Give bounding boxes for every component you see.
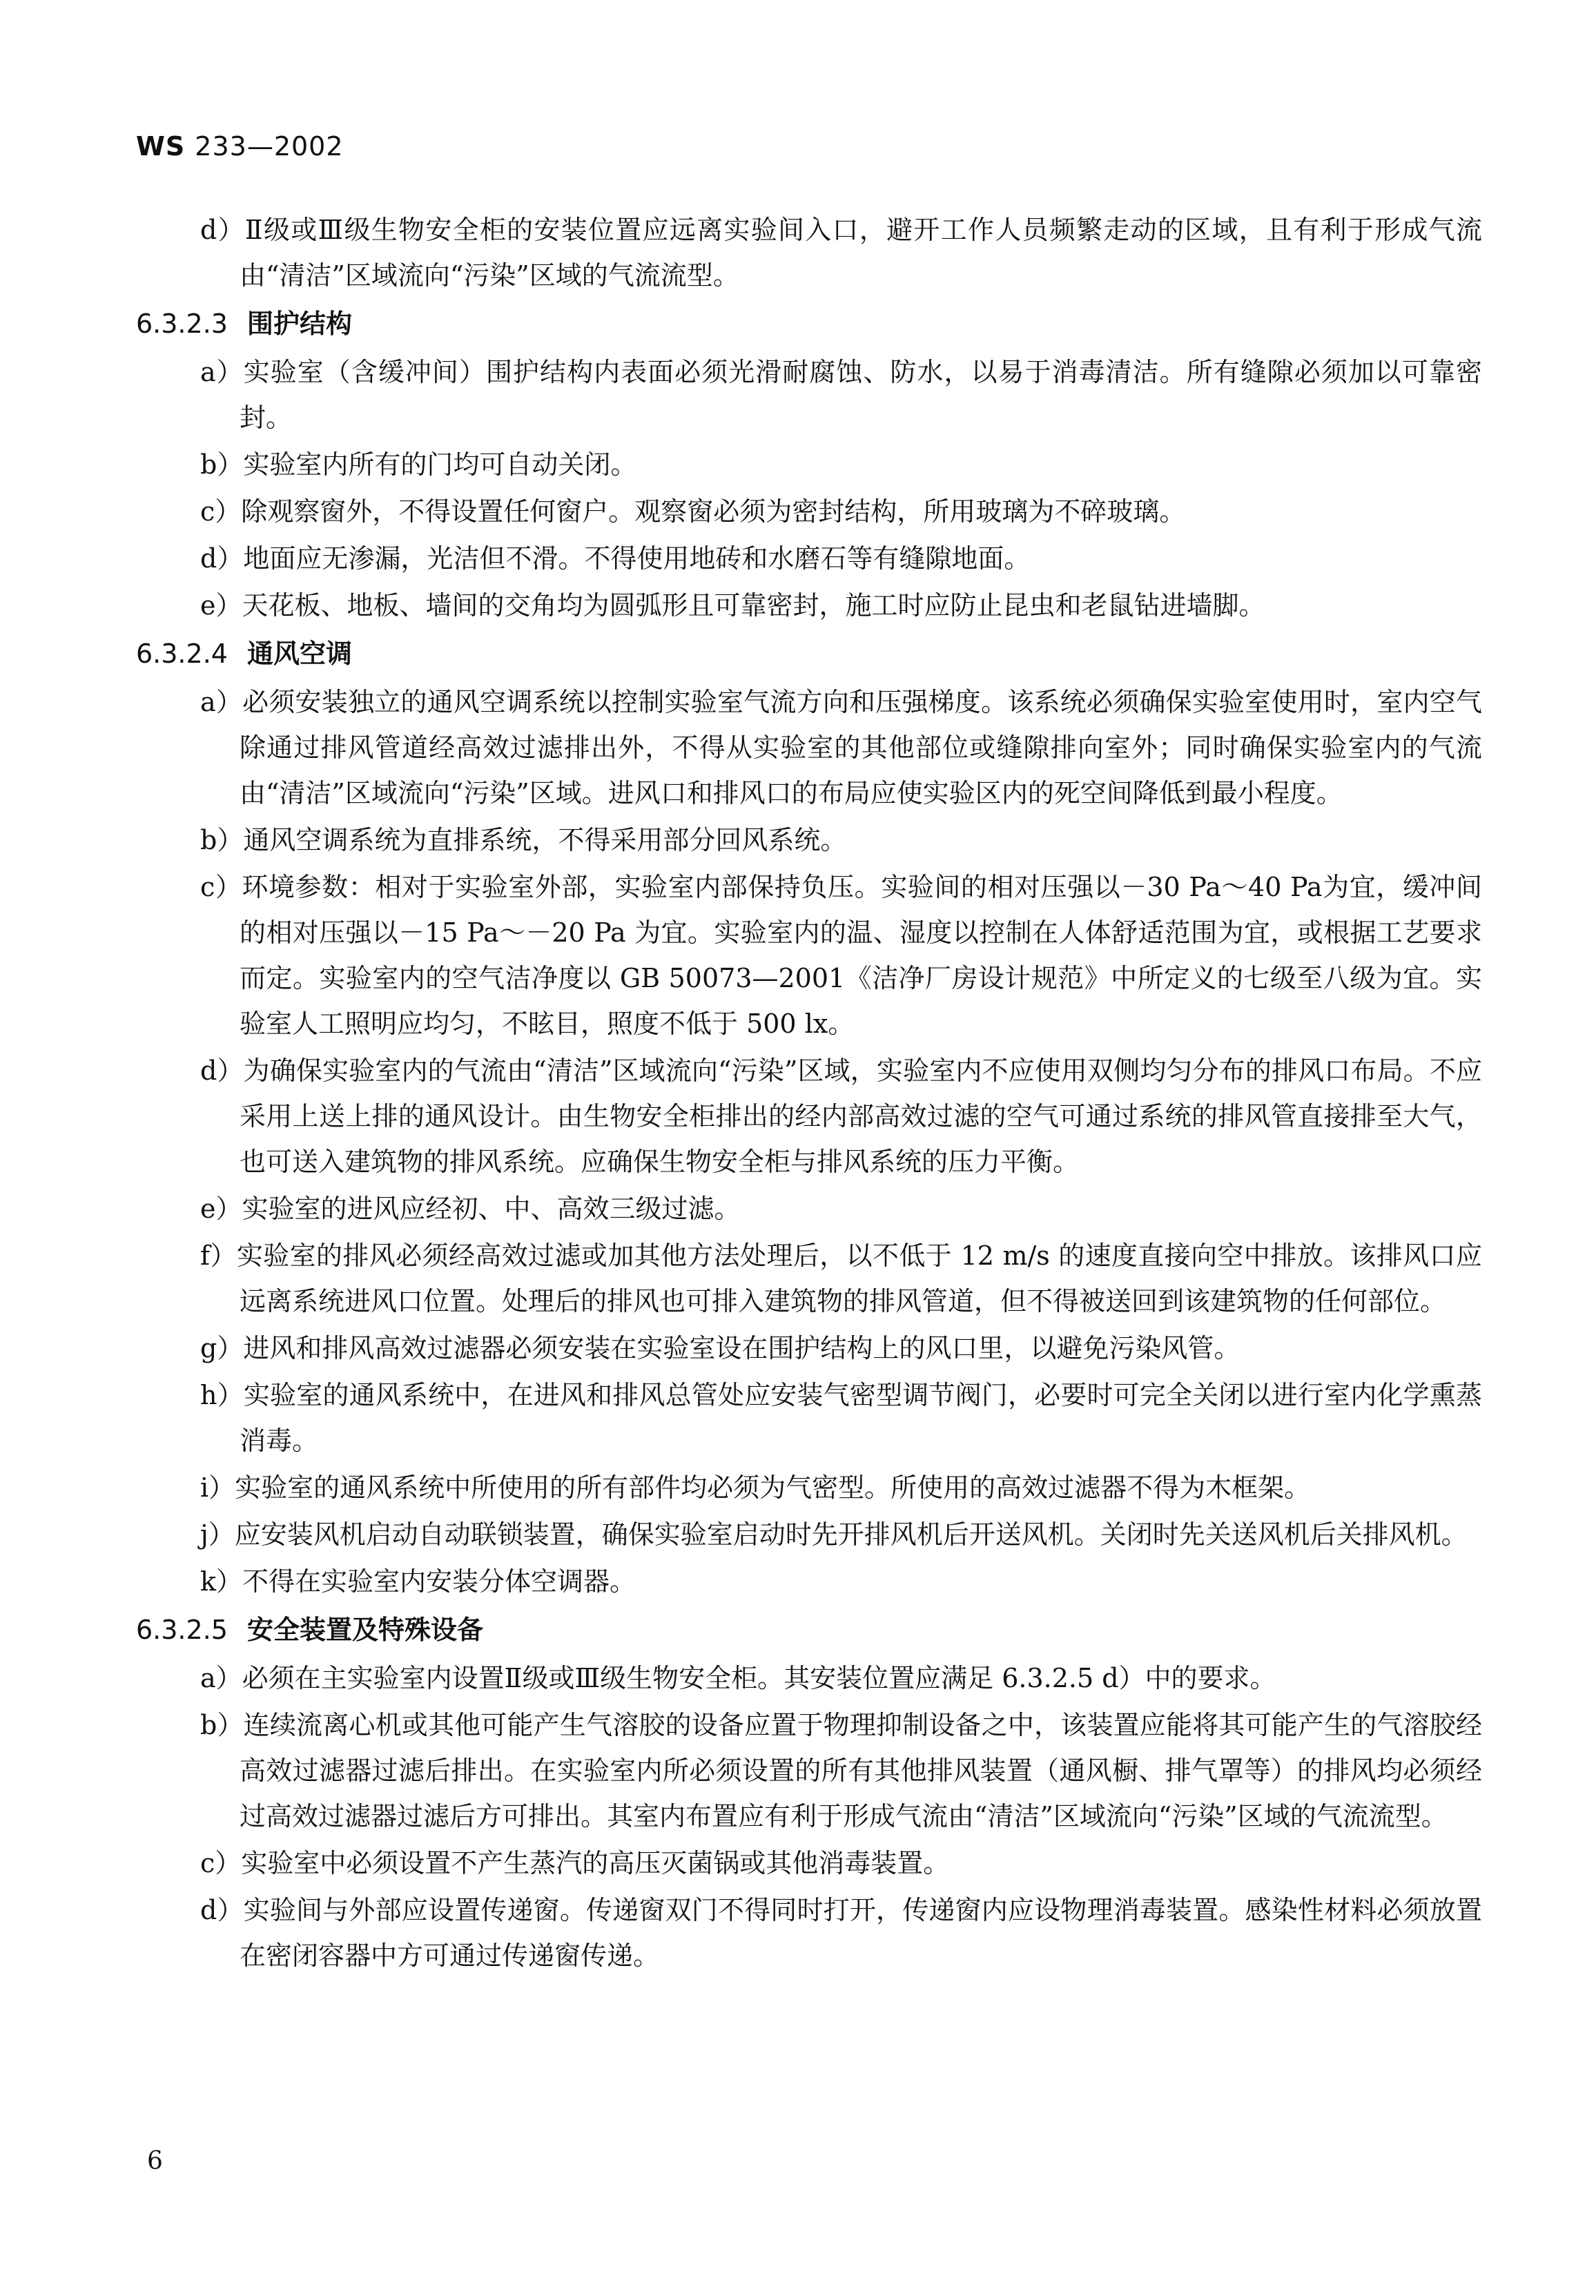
section-number: 6.3.2.4	[136, 639, 228, 669]
list-item: h）实验室的通风系统中，在进风和排风总管处应安装气密型调节阀门，必要时可完全关闭以进行室内化学熏蒸消毒。	[200, 1380, 1482, 1456]
list-item: b）连续流离心机或其他可能产生气溶胶的设备应置于物理抑制设备之中，该装置应能将其可能产生的气溶胶经高效过滤器过滤后排出。在实验室内所必须设置的所有其他排风装置（通风橱、排气罩等）的排风均必须经过高效过滤器过滤后方可排出。其室内布置应有利于形成气流由“清洁”区域流向“污染”区域的气流流型。	[200, 1710, 1482, 1831]
list-item: e）实验室的进风应经初、中、高效三级过滤。	[200, 1194, 741, 1224]
section-number: 6.3.2.3	[136, 309, 228, 339]
list-item: c）除观察窗外，不得设置任何窗户。观察窗必须为密封结构，所用玻璃为不碎玻璃。	[200, 496, 1186, 527]
section-title: 围护结构	[246, 309, 352, 339]
list-item: b）实验室内所有的门均可自动关闭。	[200, 449, 637, 480]
list-item: a）必须安装独立的通风空调系统以控制实验室气流方向和压强梯度。该系统必须确保实验室使用时，室内空气除通过排风管道经高效过滤排出外，不得从实验室的其他部位或缝隙排向室外；同时确保实验室内的气流由“清洁”区域流向“污染”区域。进风口和排风口的布局应使实验区内的死空间降低到最小程度。	[200, 687, 1482, 808]
list-item: k）不得在实验室内安装分体空调器。	[200, 1566, 636, 1597]
standard-code: WS	[136, 131, 186, 162]
list-item: g）进风和排风高效过滤器必须安装在实验室设在围护结构上的风口里，以避免污染风管。	[200, 1333, 1240, 1363]
list-item: d）Ⅱ级或Ⅲ级生物安全柜的安装位置应远离实验间入口，避开工作人员频繁走动的区域，且有利于形成气流由“清洁”区域流向“污染”区域的气流流型。	[200, 215, 1482, 291]
section-heading	[136, 1607, 1482, 1653]
list-item: a）实验室（含缓冲间）围护结构内表面必须光滑耐腐蚀、防水，以易于消毒清洁。所有缝隙必须加以可靠密封。	[200, 357, 1482, 433]
list-item: d）地面应无渗漏，光洁但不滑。不得使用地砖和水磨石等有缝隙地面。	[200, 543, 1031, 574]
list-item: e）天花板、地板、墙间的交角均为圆弧形且可靠密封，施工时应防止昆虫和老鼠钻进墙脚。	[200, 590, 1265, 621]
section-number: 6.3.2.5	[136, 1615, 228, 1645]
list-item: j）应安装风机启动自动联锁装置，确保实验室启动时先开排风机后开送风机。关闭时先关送风机后关排风机。	[200, 1519, 1468, 1550]
section-title: 安全装置及特殊设备	[246, 1615, 483, 1645]
section-heading	[136, 301, 1482, 347]
standard-header	[136, 131, 344, 162]
list-item: i）实验室的通风系统中所使用的所有部件均必须为气密型。所使用的高效过滤器不得为木框架。	[200, 1472, 1311, 1503]
list-item: c）实验室中必须设置不产生蒸汽的高压灭菌锅或其他消毒装置。	[200, 1848, 950, 1878]
list-item: f）实验室的排风必须经高效过滤或加其他方法处理后，以不低于 12 m/s 的速度直接向空中排放。该排风口应远离系统进风口位置。处理后的排风也可排入建筑物的排风管道，但不得被送回到该建筑物的任何部位。	[200, 1241, 1482, 1316]
list-item: a）必须在主实验室内设置Ⅱ级或Ⅲ级生物安全柜。其安装位置应满足 6.3.2.5 d）中的要求。	[200, 1663, 1276, 1693]
document-body	[136, 207, 1482, 1980]
section-heading	[136, 631, 1482, 677]
section-title: 通风空调	[246, 639, 352, 669]
list-item: d）实验间与外部应设置传递窗。传递窗双门不得同时打开，传递窗内应设物理消毒装置。感染性材料必须放置在密闭容器中方可通过传递窗传递。	[200, 1895, 1482, 1971]
page-number: 6	[147, 2147, 163, 2175]
list-item: b）通风空调系统为直排系统，不得采用部分回风系统。	[200, 825, 847, 855]
standard-number: 233—2002	[195, 131, 344, 162]
list-item: c）环境参数：相对于实验室外部，实验室内部保持负压。实验间的相对压强以－30 Pa～40 Pa为宜，缓冲间的相对压强以－15 Pa～－20 Pa 为宜。实验室内的温、湿度以控制在人体舒适范围为宜，或根据工艺要求而定。实验室内的空气洁净度以 GB 50073—2001《洁净厂房设计规范》中所定义的七级至八级为宜。实验室人工照明应均匀，不眩目，照度不低于 500 lx。	[200, 872, 1482, 1039]
list-item: d）为确保实验室内的气流由“清洁”区域流向“污染”区域，实验室内不应使用双侧均匀分布的排风口布局。不应采用上送上排的通风设计。由生物安全柜排出的经内部高效过滤的空气可通过系统的排风管直接排至大气，也可送入建筑物的排风系统。应确保生物安全柜与排风系统的压力平衡。	[200, 1055, 1482, 1177]
